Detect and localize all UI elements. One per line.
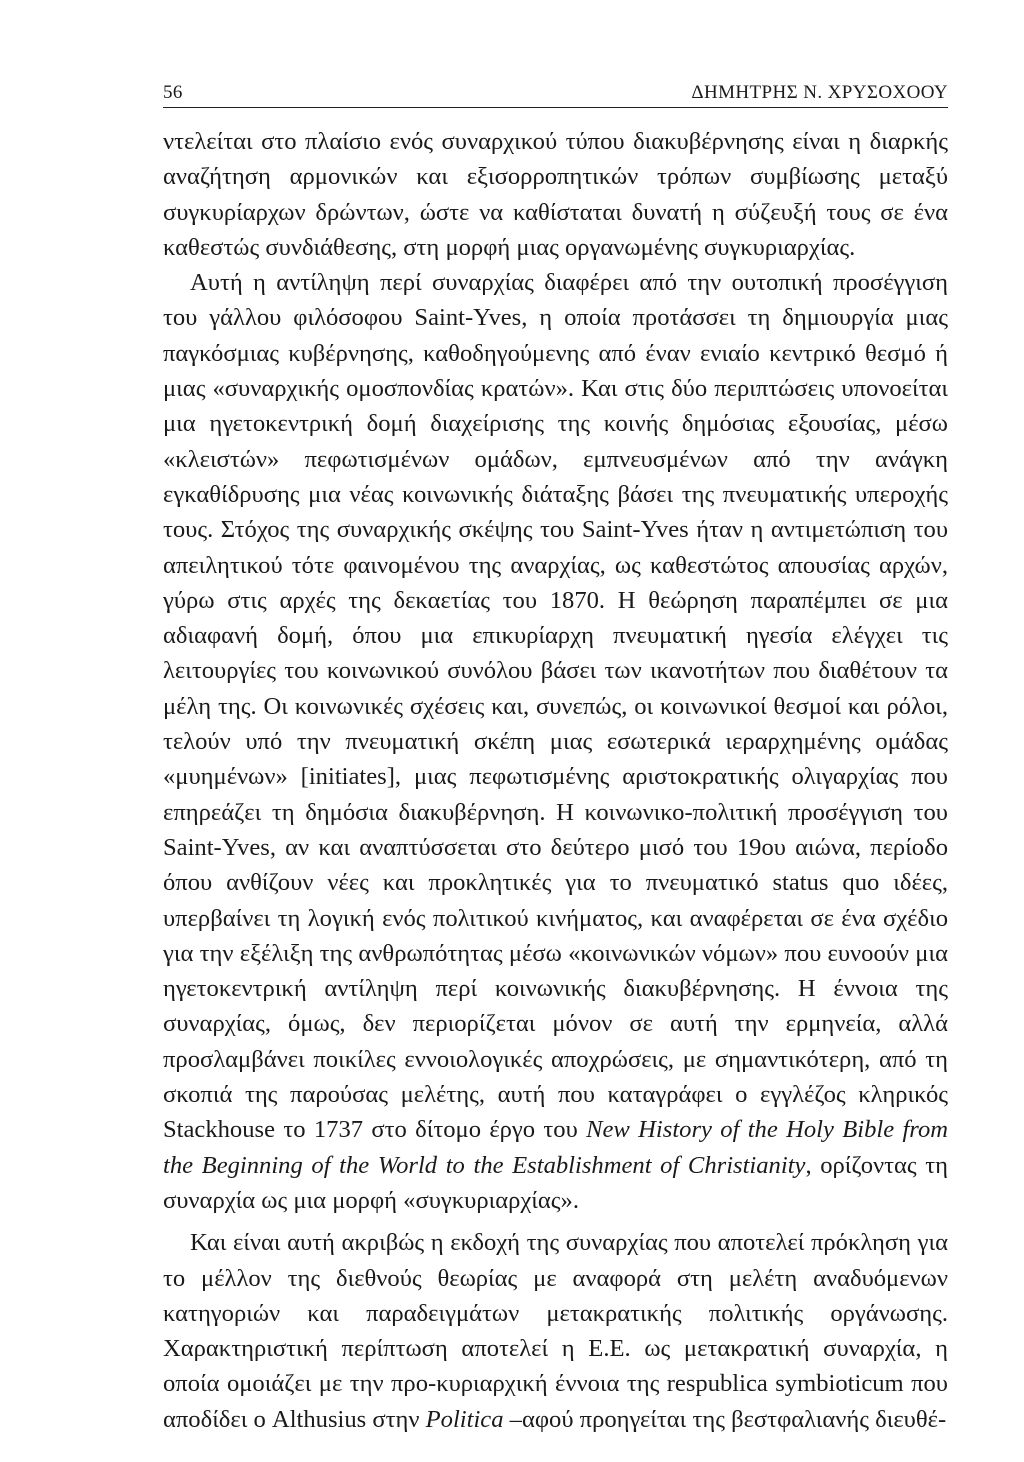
paragraph-3 (163, 1225, 948, 1437)
header-rule (163, 107, 948, 108)
paragraph-text: –αφού προηγείται της βεστφαλιανής διευθέ- (503, 1405, 947, 1433)
running-title: ΔΗΜΗΤΡΗΣ Ν. ΧΡΥΣΟΧΟΟΥ (691, 82, 948, 103)
paragraph-text: , ορίζοντας τη συναρχία ως μια μορφή «συγκυριαρχίας». (163, 1151, 948, 1214)
paragraph-text: Αυτή η αντίληψη περί συναρχίας διαφέρει από την ουτοπική προσέγγιση του γάλλου φιλόσοφου Saint-Yves, η οποία προτάσσει τη δημιουργία μιας παγκόσμιας κυβέρνησης, καθοδηγούμενης από έναν ενιαίο κεντρικό θεσμό ή μιας «συναρχικής ομοσπονδίας κρατών». Και στις δύο περιπτώσεις υπονοείται μια ηγετοκεντρική δομή διαχείρισης της κοινής δημόσιας εξουσίας, μέσω «κλειστών» πεφωτισμένων ομάδων, εμπνευσμένων από την ανάγκη εγκαθίδρυσης μια νέας κοινωνικής διάταξης βάσει της πνευματικής υπεροχής τους. Στόχος της συναρχικής σκέψης του Saint-Yves ήταν η αντιμετώπιση του απειλητικού τότε φαινομένου της αναρχίας, ως καθεστώτος απουσίας αρχών, γύρω στις αρχές της δεκαετίας του 1870. Η θεώρηση παραπέμπει σε μια αδιαφανή δομή, όπου μια επικυρίαρχη πνευματική ηγεσία ελέγχει τις λειτουργίες του κοινωνικού συνόλου βάσει των ικανοτήτων που διαθέτουν τα μέλη της. Οι κοινωνικές σχέσεις και, συνεπώς, οι κοινωνικοί θεσμοί και ρόλοι, τελούν υπό την πνευματική σκέπη μιας εσωτερικά ιεραρχημένης ομάδας «μυημένων» [initiates], μιας πεφωτισμένης αριστοκρατικής ολιγαρχίας που επηρεάζει τη δημόσια διακυβέρνηση. Η κοινωνικο-πολιτική προσέγγιση του Saint-Yves, αν και αναπτύσσεται στο δεύτερο μισό του 19ου αιώνα, περίοδο όπου ανθίζουν νέες και προκλητικές για το πνευματικό status quo ιδέες, υπερβαίνει τη λογική ενός πολιτικού κινήματος, και αναφέρεται σε ένα σχέδιο για την εξέλιξη της ανθρωπότητας μέσω «κοινωνικών νόμων» που ευνοούν μια ηγετοκεντρική αντίληψη περί κοινωνικής διακυβέρνησης. Η έννοια της συναρχίας, όμως, δεν περιορίζεται μόνον σε αυτή την ερμηνεία, αλλά προσλαμβάνει ποικίλες εννοιολογικές αποχρώσεις, με σημαντικότερη, από τη σκοπιά της παρούσας μελέτης, αυτή που καταγράφει ο εγγλέζος κληρικός Stackhouse το 1737 στο δίτομο έργο του (163, 269, 948, 1144)
book-title: New History of the Holy Bible from the Beginning of the World to the Establishment of Christianity (163, 1116, 949, 1179)
body-text (163, 124, 948, 1437)
running-header (163, 78, 948, 108)
paragraph-text: ντελείται στο πλαίσιο ενός συναρχικού τύπου διακυβέρνησης είναι η διαρκής αναζήτηση αρμονικών και εξισορροπητικών τρόπων συμβίωσης μεταξύ συγκυρίαρχων δρώντων, ώστε να καθίσταται δυνατή η σύζευξή τους σε ένα καθεστώς συνδιάθεσης, στη μορφή μιας οργανωμένης συγκυριαρχίας. (163, 128, 948, 261)
paragraph-2 (163, 265, 948, 1218)
paragraph-1 (163, 124, 948, 265)
work-title: Politica (425, 1405, 504, 1433)
page-number: 56 (163, 82, 183, 103)
paragraph-text: Και είναι αυτή ακριβώς η εκδοχή της συναρχίας που αποτελεί πρόκληση για το μέλλον της διεθνούς θεωρίας με αναφορά στη μελέτη αναδυόμενων κατηγοριών και παραδειγμάτων μετακρατικής πολιτικής οργάνωσης. Χαρακτηριστική περίπτωση αποτελεί η Ε.Ε. ως μετακρατική συναρχία, η οποία ομοιάζει με την προ-κυριαρχική έννοια της respublica symbioticum που αποδίδει ο Althusius στην (163, 1229, 948, 1433)
